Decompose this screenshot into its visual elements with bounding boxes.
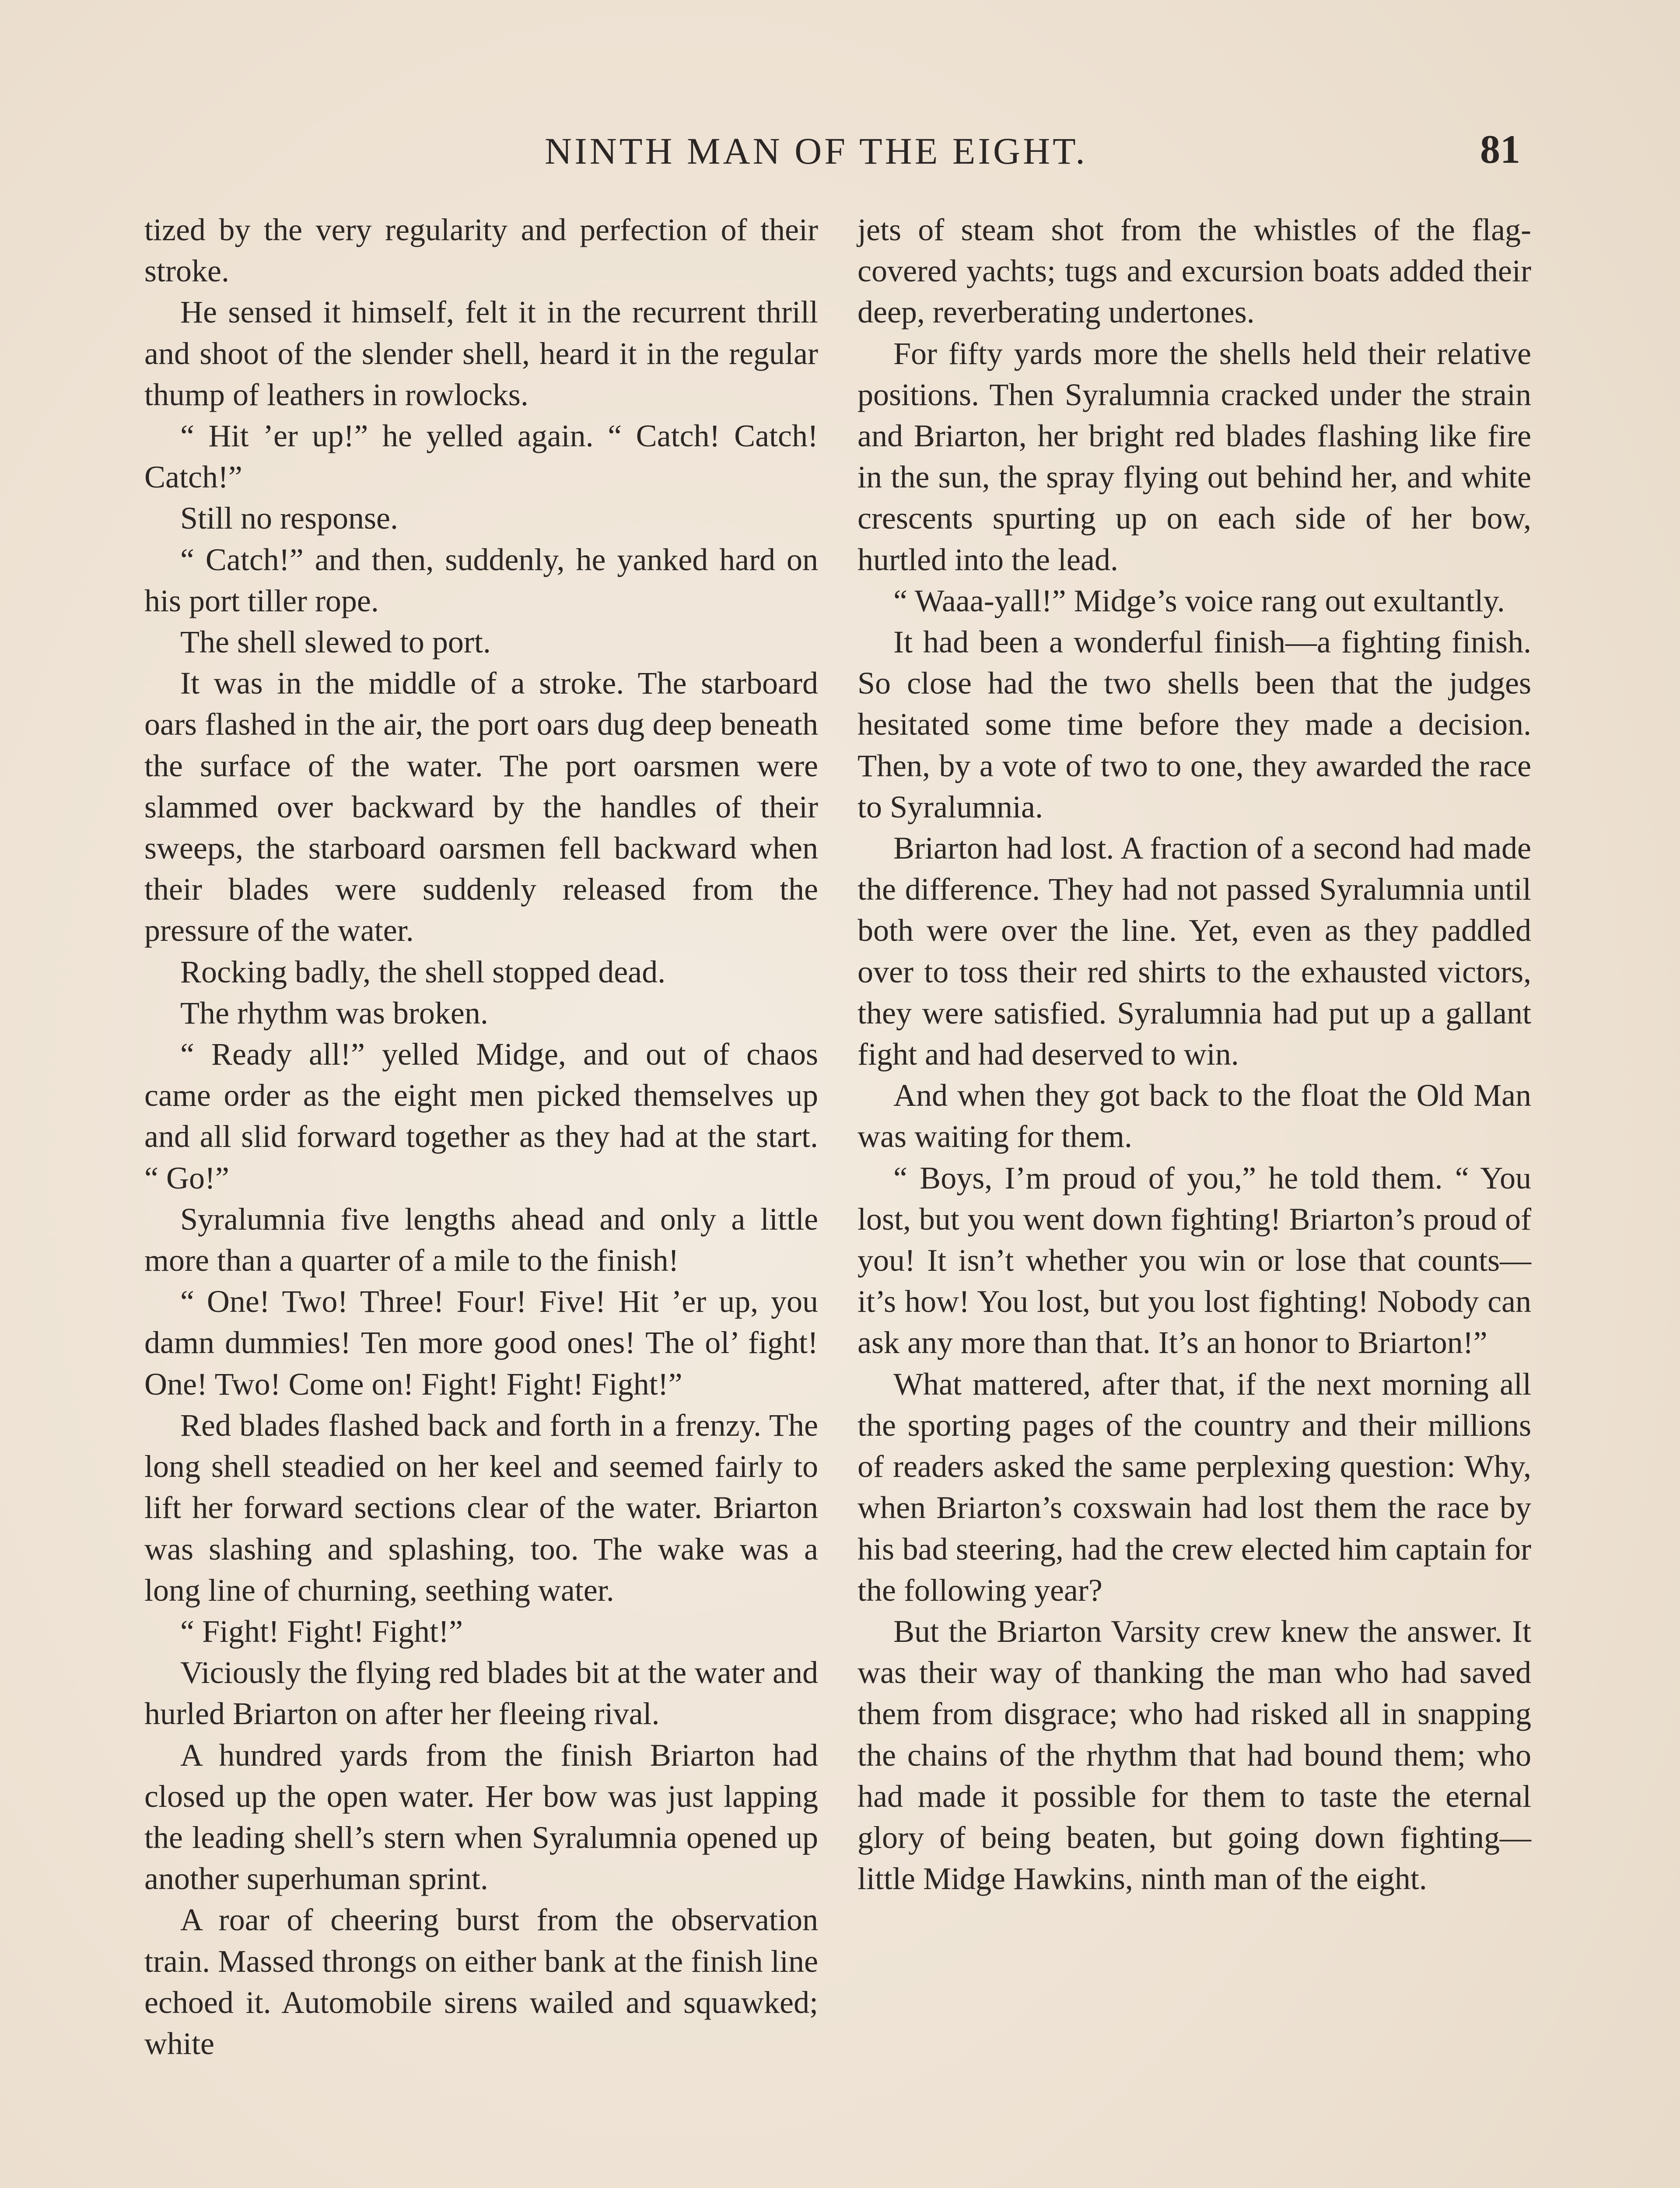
paragraph: “ One! Two! Three! Four! Five! Hit ’er up, you damn dummies! Ten more good ones! The ol’ fight! One! Two! Come on! Fight! Fight! Fight!” — [144, 1284, 818, 1402]
left-column — [144, 209, 818, 2064]
paragraph: But the Briarton Varsity crew knew the answer. It was their way of thanking the man who had saved them from disgrace; who had risked all in snapping the chains of the rhythm that had bound them; who had made it possible for them to taste the eternal glory of being beaten, but going down fighting—little Midge Hawkins, ninth man of the eight. — [858, 1613, 1531, 1897]
paragraph: “ Ready all!” yelled Midge, and out of chaos came order as the eight men picked themselves up and all slid forward together as they had at the start. “ Go!” — [144, 1037, 818, 1196]
paragraph: Syralumnia five lengths ahead and only a little more than a quarter of a mile to the finish! — [144, 1201, 818, 1278]
paragraph: Still no response. — [180, 501, 398, 536]
paragraph: The shell slewed to port. — [180, 624, 491, 660]
paragraph: The rhythm was broken. — [180, 995, 488, 1031]
paragraph: For fifty yards more the shells held their relative positions. Then Syralumnia cracked under the strain and Briarton, her bright red blades flashing like fire in the sun, the spray flying out behind her, and white crescents spurting up on each side of her bow, hurtled into the lead. — [858, 336, 1531, 577]
paragraph: Viciously the flying red blades bit at the water and hurled Briarton on after her fleeing rival. — [144, 1655, 818, 1732]
paragraph: Briarton had lost. A fraction of a second had made the difference. They had not passed Syralumnia until both were over the line. Yet, even as they paddled over to toss their red shirts to the exhausted victors, they were satisfied. Syralumnia had put up a gallant fight and had deserved to win. — [858, 831, 1531, 1072]
paragraph: It had been a wonderful finish—a fighting finish. So close had the two shells been that the judges hesitated some time before they made a decision. Then, by a vote of two to one, they awarded the race to Syralumnia. — [858, 624, 1531, 824]
paragraph: And when they got back to the float the Old Man was waiting for them. — [858, 1078, 1531, 1154]
paragraph: Rocking badly, the shell stopped dead. — [180, 954, 666, 989]
page-number: 81 — [1480, 127, 1520, 172]
running-header: NINTH MAN OF THE EIGHT. — [545, 130, 1088, 172]
paragraph: “ Hit ’er up!” he yelled again. “ Catch! Catch! Catch!” — [144, 418, 818, 495]
paragraph: A roar of cheering burst from the observation train. Massed throngs on either bank at the finish line echoed it. Automobile sirens wailed and squawked; white — [144, 1902, 818, 2061]
paragraph: Red blades flashed back and forth in a frenzy. The long shell steadied on her keel and seemed fairly to lift her forward sections clear of the water. Briarton was slashing and splashing, too. The wake was a long line of churning, seething water. — [144, 1407, 818, 1608]
right-column — [858, 209, 1531, 1899]
paragraph: tized by the very regularity and perfection of their stroke. — [144, 212, 818, 289]
paragraph: “ Boys, I’m proud of you,” he told them. “ You lost, but you went down fighting! Briarton’s proud of you! It isn’t whether you win or lose that counts—it’s how! You lost, but you lost fighting! Nobody can ask any more than that. It’s an honor to Briarton!” — [858, 1160, 1531, 1360]
paragraph: jets of steam shot from the whistles of the flag-covered yachts; tugs and excursion boats added their deep, reverberating undertones. — [858, 212, 1531, 330]
paragraph: A hundred yards from the finish Briarton had closed up the open water. Her bow was just lapping the leading shell’s stern when Syralumnia opened up another superhuman sprint. — [144, 1737, 818, 1897]
paragraph: “ Catch!” and then, suddenly, he yanked hard on his port tiller rope. — [144, 542, 818, 618]
paragraph: It was in the middle of a stroke. The starboard oars flashed in the air, the port oars dug deep beneath the surface of the water. The port oarsmen were slammed over backward by the handles of their sweeps, the starboard oarsmen fell backward when their blades were suddenly released from the pressure of the water. — [144, 666, 818, 948]
paragraph: “ Waaa-yall!” Midge’s voice rang out exultantly. — [893, 583, 1505, 618]
paragraph: “ Fight! Fight! Fight!” — [180, 1613, 463, 1649]
paragraph: What mattered, after that, if the next morning all the sporting pages of the country and their millions of readers asked the same perplexing question: Why, when Briarton’s coxswain had lost them the race by his bad steering, had the crew elected him captain for the following year? — [858, 1366, 1531, 1608]
paragraph: He sensed it himself, felt it in the recurrent thrill and shoot of the slender shell, heard it in the regular thump of leathers in rowlocks. — [144, 295, 818, 412]
